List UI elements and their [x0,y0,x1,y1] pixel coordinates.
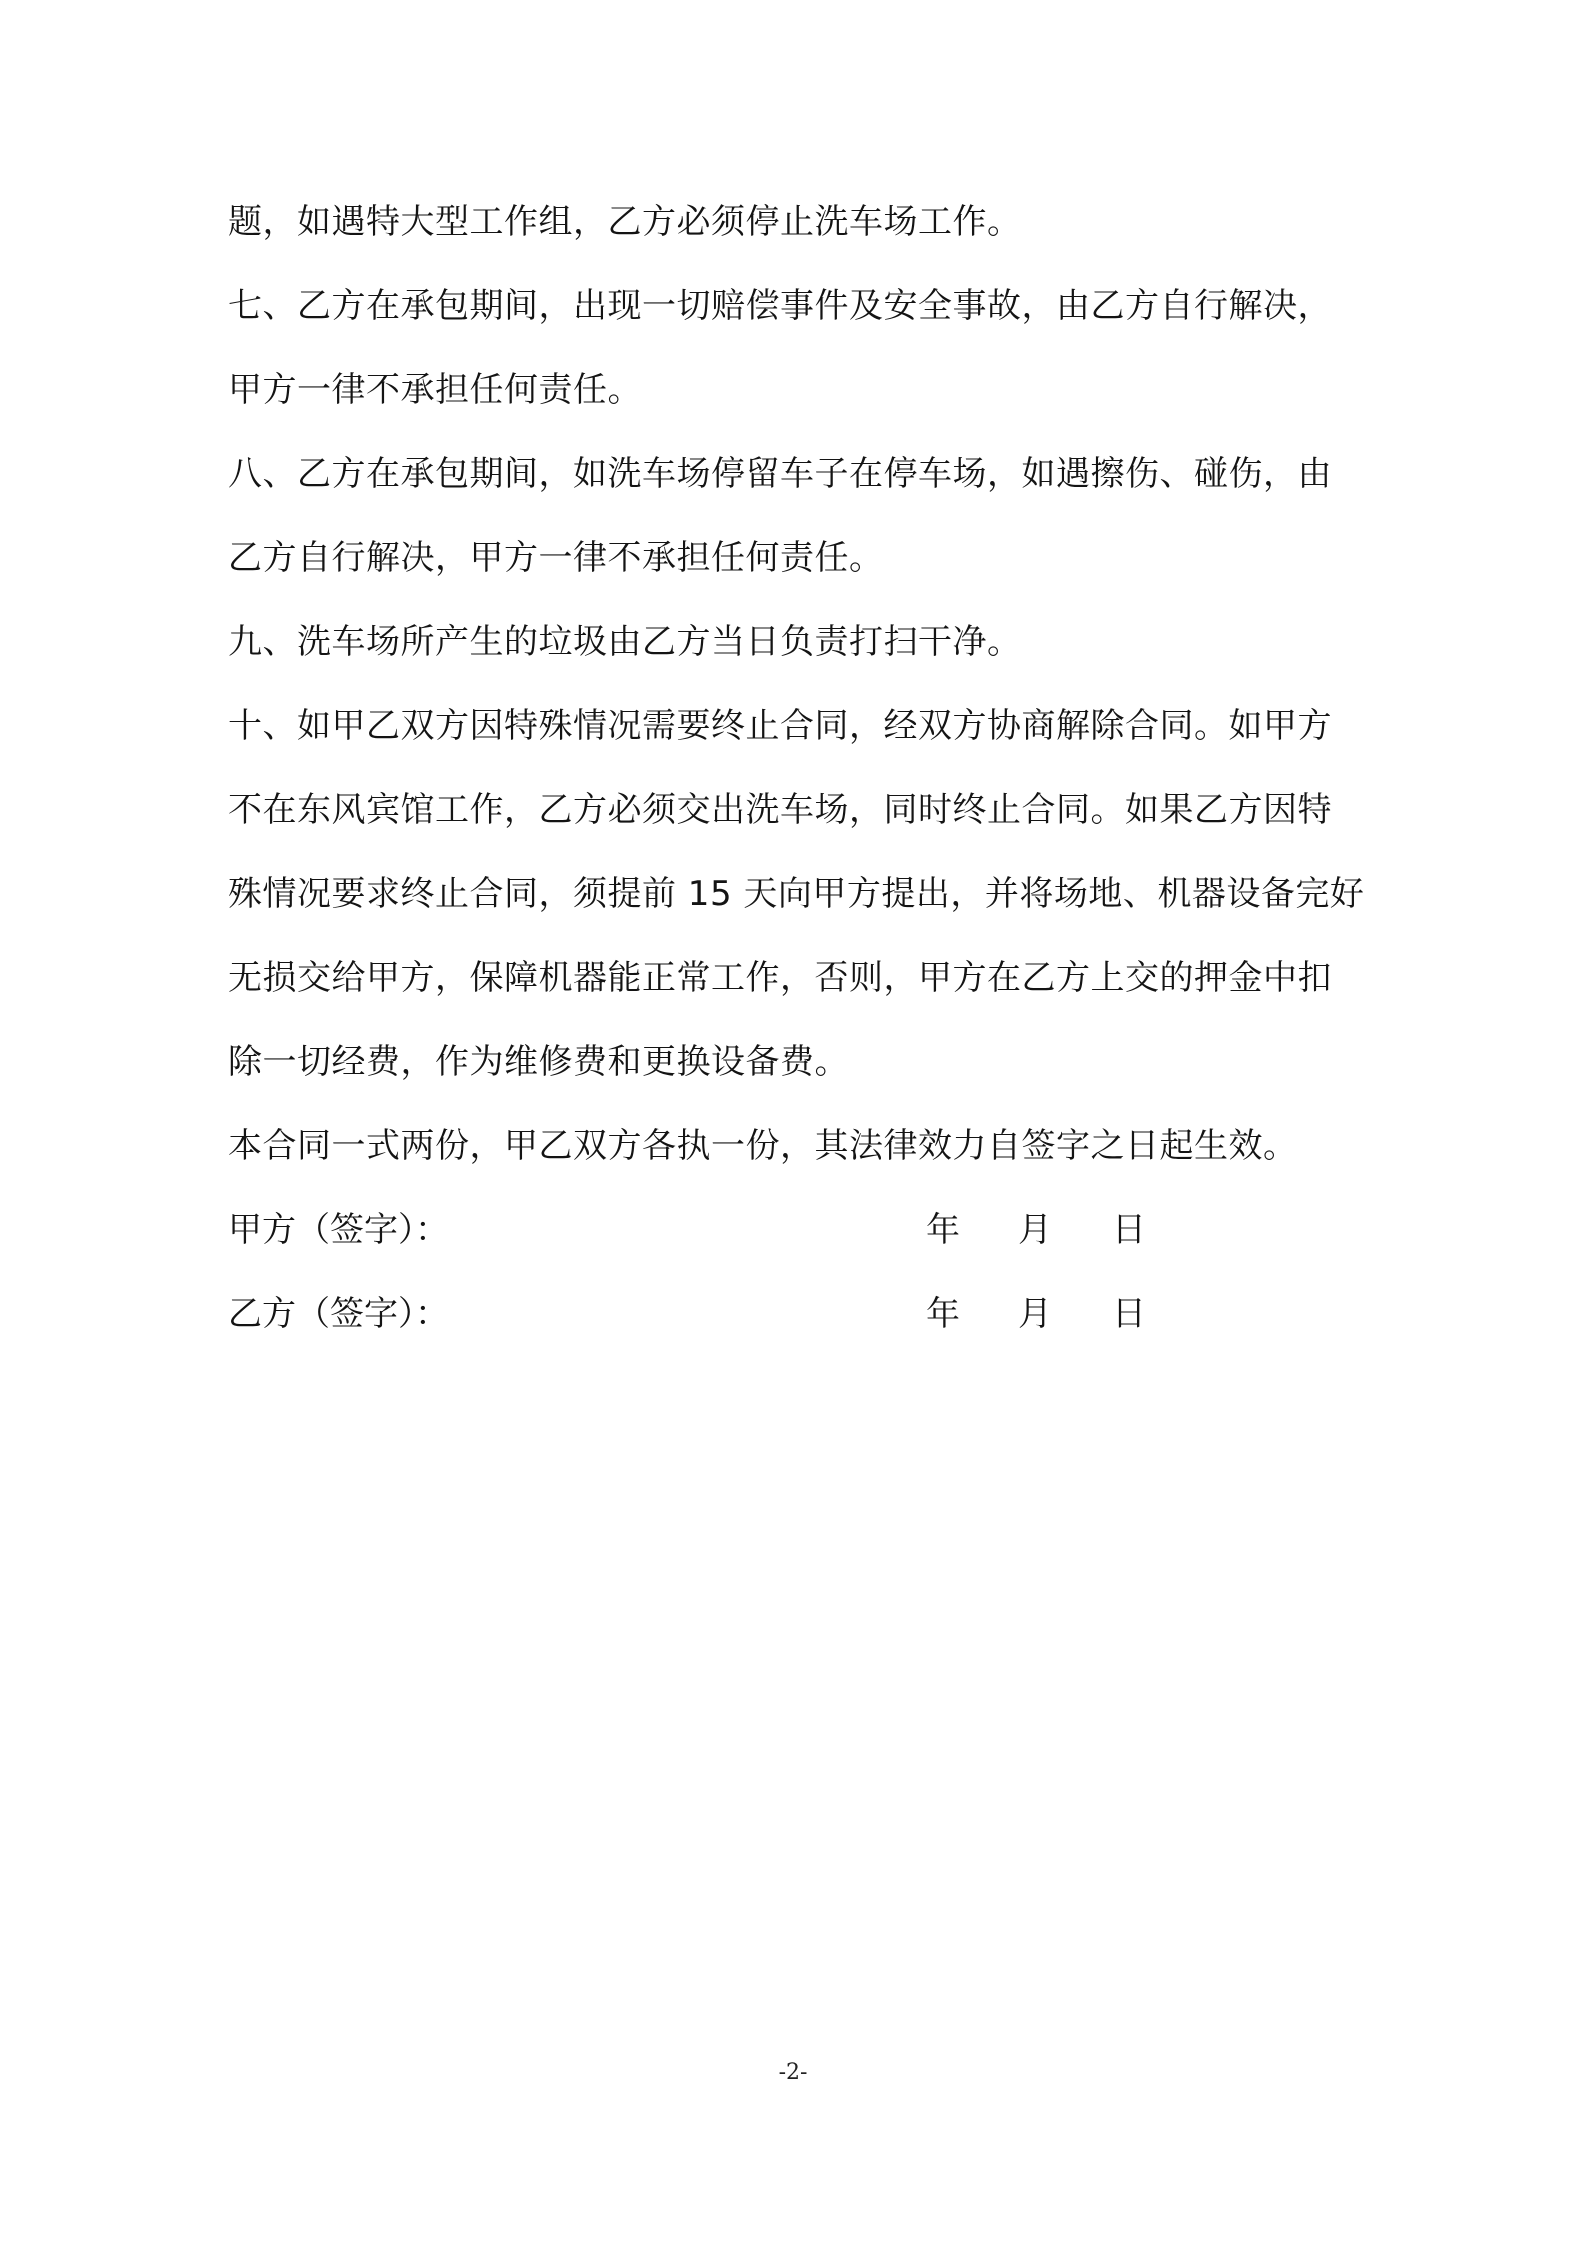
clause-10-line-3: 殊情况要求终止合同，须提前 15 天向甲方提出，并将场地、机器设备完好 [228,874,1365,914]
party-b-date-day: 日 [1112,1294,1146,1334]
party-b-signature-label: 乙方（签字）： [228,1294,449,1334]
clause-6-continuation: 题，如遇特大型工作组，乙方必须停止洗车场工作。 [228,202,1022,242]
party-b-date-year: 年 [926,1294,960,1334]
clause-7-line-2: 甲方一律不承担任何责任。 [228,370,642,410]
page-number: -2- [778,2060,808,2085]
party-b-date-month: 月 [1018,1294,1052,1334]
clause-10-line-1: 十、如甲乙双方因特殊情况需要终止合同，经双方协商解除合同。如甲方 [228,706,1332,746]
clause-9-line-1: 九、洗车场所产生的垃圾由乙方当日负责打扫干净。 [228,622,1022,662]
party-a-date-day: 日 [1112,1210,1146,1250]
clause-10-line-4: 无损交给甲方，保障机器能正常工作，否则，甲方在乙方上交的押金中扣 [228,958,1332,998]
clause-10-line-2: 不在东风宾馆工作，乙方必须交出洗车场，同时终止合同。如果乙方因特 [228,790,1332,830]
clause-8-line-2: 乙方自行解决，甲方一律不承担任何责任。 [228,538,884,578]
clause-7-line-1: 七、乙方在承包期间，出现一切赔偿事件及安全事故，由乙方自行解决， [228,286,1332,326]
closing-statement: 本合同一式两份，甲乙双方各执一份，其法律效力自签字之日起生效。 [228,1126,1298,1166]
party-a-date-year: 年 [926,1210,960,1250]
clause-10-line-5: 除一切经费，作为维修费和更换设备费。 [228,1042,849,1082]
party-a-date-month: 月 [1018,1210,1052,1250]
clause-8-line-1: 八、乙方在承包期间，如洗车场停留车子在停车场，如遇擦伤、碰伤，由 [228,454,1332,494]
party-a-signature-label: 甲方（签字）： [228,1210,449,1250]
